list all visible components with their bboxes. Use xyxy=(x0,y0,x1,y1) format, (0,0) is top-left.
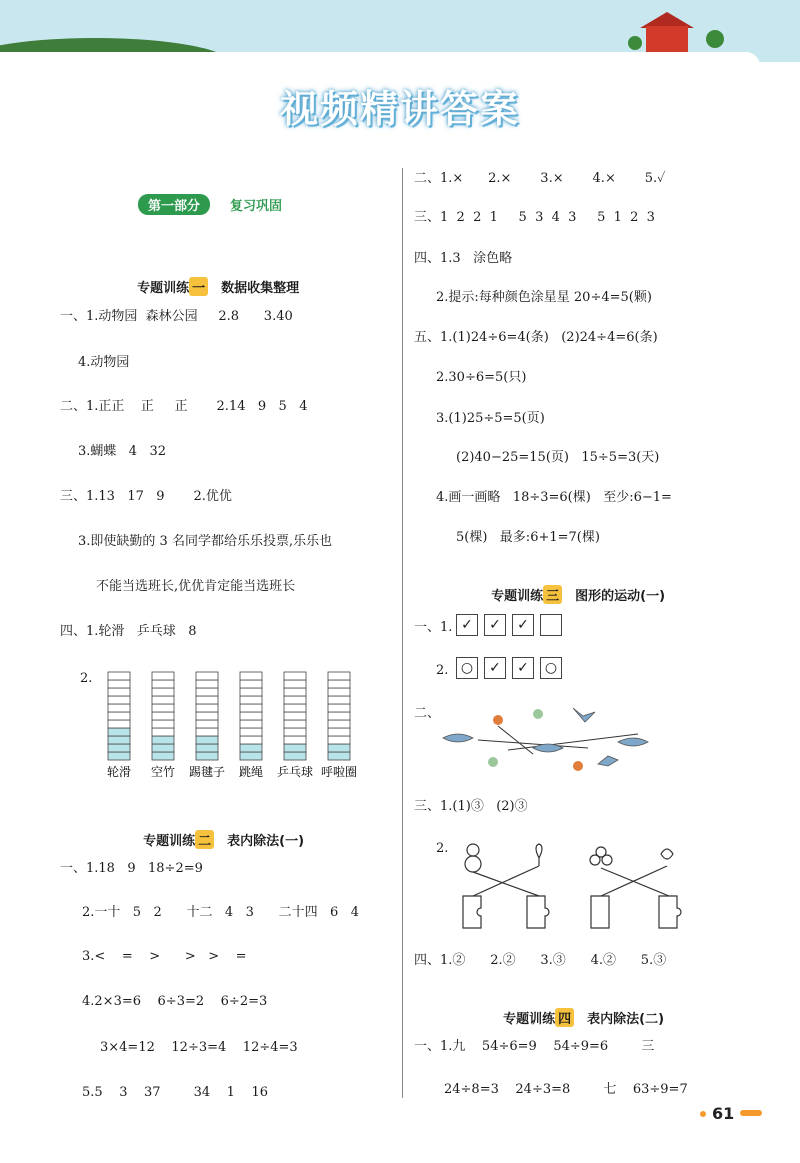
column-divider xyxy=(402,168,403,1098)
bar-cell xyxy=(240,696,262,704)
bar-cell xyxy=(240,736,262,744)
bar-cell xyxy=(284,696,306,704)
bar-cell-filled xyxy=(152,752,174,760)
answer-line: 三、1 2 2 1 5 3 4 3 5 1 2 3 xyxy=(414,210,655,225)
answer-line: 4.动物园 xyxy=(78,355,130,370)
bar-cell xyxy=(328,696,350,704)
bar-cell xyxy=(108,696,130,704)
page-title: 视频精讲答案 xyxy=(279,87,520,131)
tree-icon xyxy=(706,30,724,48)
answer-line: 4.画一画略 18÷3=6(棵) 至少:6−1= xyxy=(436,490,672,505)
bar-cell xyxy=(284,712,306,720)
bar-cell xyxy=(108,704,130,712)
bar-cell-filled xyxy=(284,752,306,760)
bar-cell xyxy=(152,696,174,704)
birds-matching-figure xyxy=(438,698,668,778)
bar-cell xyxy=(196,712,218,720)
x-tick-label: 空竹 xyxy=(150,765,176,779)
answer-line: 2.一十 5 2 十二 4 3 二十四 6 4 xyxy=(82,905,359,920)
answer-box: ✓ xyxy=(484,614,506,636)
bar-cell-filled xyxy=(152,744,174,752)
answer-line: 不能当选班长,优优肯定能当选班长 xyxy=(96,579,296,594)
bar-cell-filled xyxy=(196,736,218,744)
answer-box: ✓ xyxy=(484,657,506,679)
bar-cell xyxy=(152,680,174,688)
bar-cell xyxy=(240,720,262,728)
answer-line: 三、1.13 17 9 2.优优 xyxy=(60,489,232,504)
bar-cell xyxy=(328,704,350,712)
bar-cell xyxy=(152,712,174,720)
answer-line: 一、1.九 54÷6=9 54÷9=6 三 xyxy=(414,1039,655,1054)
answer-line: 3×4=12 12÷3=4 12÷4=3 xyxy=(100,1040,298,1055)
bar-cell-filled xyxy=(108,744,130,752)
part-badge: 第一部分 xyxy=(138,194,210,215)
answer-line: 一、1. xyxy=(414,620,453,635)
answer-line: 二、1.正正 正 正 2.14 9 5 4 xyxy=(60,399,308,414)
bar-cell xyxy=(284,704,306,712)
bar-cell xyxy=(240,712,262,720)
bar-cell xyxy=(196,688,218,696)
bar-cell xyxy=(152,688,174,696)
answer-line: 3.即使缺勤的 3 名同学都给乐乐投票,乐乐也 xyxy=(78,534,333,549)
answer-line: 2. xyxy=(436,663,449,678)
answer-line: 一、1.18 9 18÷2=9 xyxy=(60,861,203,876)
answer-line: 2.30÷6=5(只) xyxy=(436,370,527,385)
answer-line: 四、1.3 涂色略 xyxy=(414,251,513,266)
bar-cell xyxy=(328,680,350,688)
bar-cell xyxy=(240,728,262,736)
bar-cell xyxy=(284,728,306,736)
answer-line: 四、1.② 2.② 3.③ 4.② 5.③ xyxy=(414,953,667,968)
section-title-3: 专题训练 三 图形的运动(一) xyxy=(482,570,665,604)
answer-line: 一、1.动物园 森林公园 2.8 3.40 xyxy=(60,309,293,324)
answer-box: ✓ xyxy=(456,614,478,636)
bar-cell xyxy=(152,720,174,728)
bar-cell xyxy=(196,704,218,712)
section-title-1: 专题训练 一 数据收集整理 xyxy=(128,262,299,296)
bar-cell xyxy=(196,720,218,728)
bar-cell xyxy=(328,688,350,696)
bar-cell xyxy=(108,672,130,680)
bar-chart xyxy=(100,665,380,785)
answer-box: ✓ xyxy=(512,657,534,679)
bar-cell xyxy=(108,720,130,728)
bar-cell xyxy=(284,720,306,728)
bar-cell xyxy=(328,720,350,728)
bar-cell-filled xyxy=(284,744,306,752)
answer-line: 5(棵) 最多:6+1=7(棵) xyxy=(456,530,600,545)
x-tick-label: 呼啦圈 xyxy=(320,765,358,779)
bar-cell-filled xyxy=(152,736,174,744)
part-title: 复习巩固 xyxy=(230,199,283,214)
answer-line: 二、1.× 2.× 3.× 4.× 5.✓ xyxy=(414,171,666,186)
answer-line: 3.(1)25÷5=5(页) xyxy=(436,411,545,426)
answer-box: ○ xyxy=(540,657,562,679)
page-number: 61 xyxy=(712,1104,735,1123)
bar-cell xyxy=(196,728,218,736)
bar-cell-filled xyxy=(240,752,262,760)
section-title-2: 专题训练 二 表内除法(一) xyxy=(134,815,304,849)
bar-cell xyxy=(240,704,262,712)
bar-cell xyxy=(284,688,306,696)
bar-cell xyxy=(108,688,130,696)
bar-cell-filled xyxy=(196,744,218,752)
bar-cell xyxy=(108,680,130,688)
bar-cell xyxy=(240,672,262,680)
bar-cell xyxy=(196,672,218,680)
chart-item-label: 2. xyxy=(80,671,93,686)
answer-line: 四、1.轮滑 乒乓球 8 xyxy=(60,624,197,639)
answer-box xyxy=(540,614,562,636)
answer-box: ✓ xyxy=(512,614,534,636)
bar-cell-filled xyxy=(108,728,130,736)
x-tick-label: 踢毽子 xyxy=(188,765,226,779)
bar-cell xyxy=(284,736,306,744)
page-dot xyxy=(700,1111,706,1117)
x-tick-label: 跳绳 xyxy=(238,765,264,779)
bar-cell xyxy=(240,680,262,688)
answer-line: (2)40−25=15(页) 15÷5=3(天) xyxy=(456,450,660,465)
bar-cell xyxy=(284,672,306,680)
shapes-matching-figure xyxy=(455,838,695,938)
answer-line: 24÷8=3 24÷3=8 七 63÷9=7 xyxy=(444,1082,688,1097)
bar-cell xyxy=(328,712,350,720)
bar-cell xyxy=(152,704,174,712)
bar-cell-filled xyxy=(240,744,262,752)
bar-cell xyxy=(152,672,174,680)
bar-cell-filled xyxy=(108,736,130,744)
section-title-4: 专题训练 四 表内除法(二) xyxy=(494,993,664,1027)
bar-cell xyxy=(328,728,350,736)
answer-line: 2.提示:每种颜色涂星星 20÷4=5(颗) xyxy=(436,290,652,305)
answer-line: 二、 xyxy=(414,706,441,721)
bar-cell-filled xyxy=(328,744,350,752)
answer-line: 3.< = > > > = xyxy=(82,949,247,964)
bar-cell xyxy=(328,736,350,744)
answer-line: 2. xyxy=(436,841,449,856)
bar-cell xyxy=(108,712,130,720)
answer-line: 3.蝴蝶 4 32 xyxy=(78,444,167,459)
answer-box: ○ xyxy=(456,657,478,679)
bar-cell xyxy=(196,696,218,704)
bar-cell xyxy=(240,688,262,696)
bar-cell-filled xyxy=(108,752,130,760)
answer-line: 5.5 3 37 34 1 16 xyxy=(82,1085,269,1100)
tree-icon xyxy=(628,36,642,50)
page-bar xyxy=(740,1110,762,1116)
bar-cell xyxy=(284,680,306,688)
answer-line: 三、1.(1)③ (2)③ xyxy=(414,799,528,814)
bar-cell xyxy=(152,728,174,736)
bar-cell-filled xyxy=(196,752,218,760)
x-tick-label: 轮滑 xyxy=(106,765,132,779)
bar-cell-filled xyxy=(328,752,350,760)
bar-cell xyxy=(328,672,350,680)
x-tick-label: 乒乓球 xyxy=(276,765,314,779)
house-icon xyxy=(646,26,688,52)
answer-line: 4.2×3=6 6÷3=2 6÷2=3 xyxy=(82,994,268,1009)
answer-line: 五、1.(1)24÷6=4(条) (2)24÷4=6(条) xyxy=(414,330,658,345)
bar-cell xyxy=(196,680,218,688)
